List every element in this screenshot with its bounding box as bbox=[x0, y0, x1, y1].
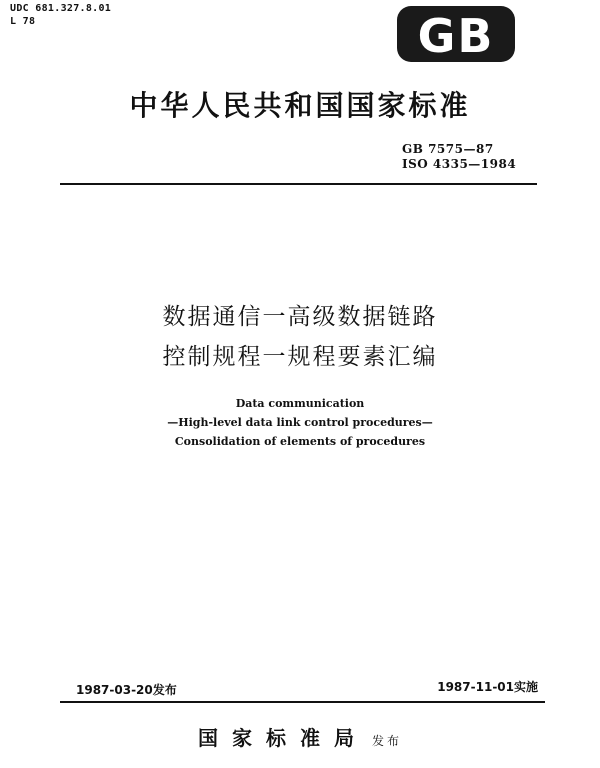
iso-code: ISO 4335—1984 bbox=[402, 157, 517, 171]
chinese-title bbox=[0, 297, 600, 377]
publisher-name: 国家标准局 bbox=[197, 726, 368, 750]
top-divider bbox=[60, 183, 537, 185]
english-title bbox=[0, 394, 600, 451]
publisher-action: 发布 bbox=[371, 734, 402, 748]
english-title-line-1: Data communication bbox=[235, 397, 365, 410]
national-standard-heading: 中华人民共和国国家标准 bbox=[129, 89, 471, 122]
gb-code: GB 7575—87 bbox=[402, 142, 494, 156]
standard-codes bbox=[402, 142, 516, 172]
classification-code: L 78 bbox=[10, 16, 36, 27]
english-title-line-3: Consolidation of elements of procedures bbox=[174, 435, 426, 448]
gb-logo bbox=[397, 6, 515, 62]
gb-logo-text: GB bbox=[417, 9, 495, 62]
implementation-date: 1987-11-01实施 bbox=[437, 680, 538, 694]
chinese-title-line-2: 控制规程一规程要素汇编 bbox=[162, 344, 438, 370]
publisher-line bbox=[0, 722, 600, 751]
chinese-title-line-1: 数据通信一高级数据链路 bbox=[162, 304, 438, 330]
udc-code: UDC 681.327.8.01 bbox=[10, 3, 112, 14]
issue-date: 1987-03-20发布 bbox=[76, 683, 177, 697]
english-title-line-2: —High-level data link control procedures— bbox=[167, 416, 433, 429]
bottom-divider bbox=[60, 701, 545, 703]
udc-block bbox=[10, 2, 111, 28]
